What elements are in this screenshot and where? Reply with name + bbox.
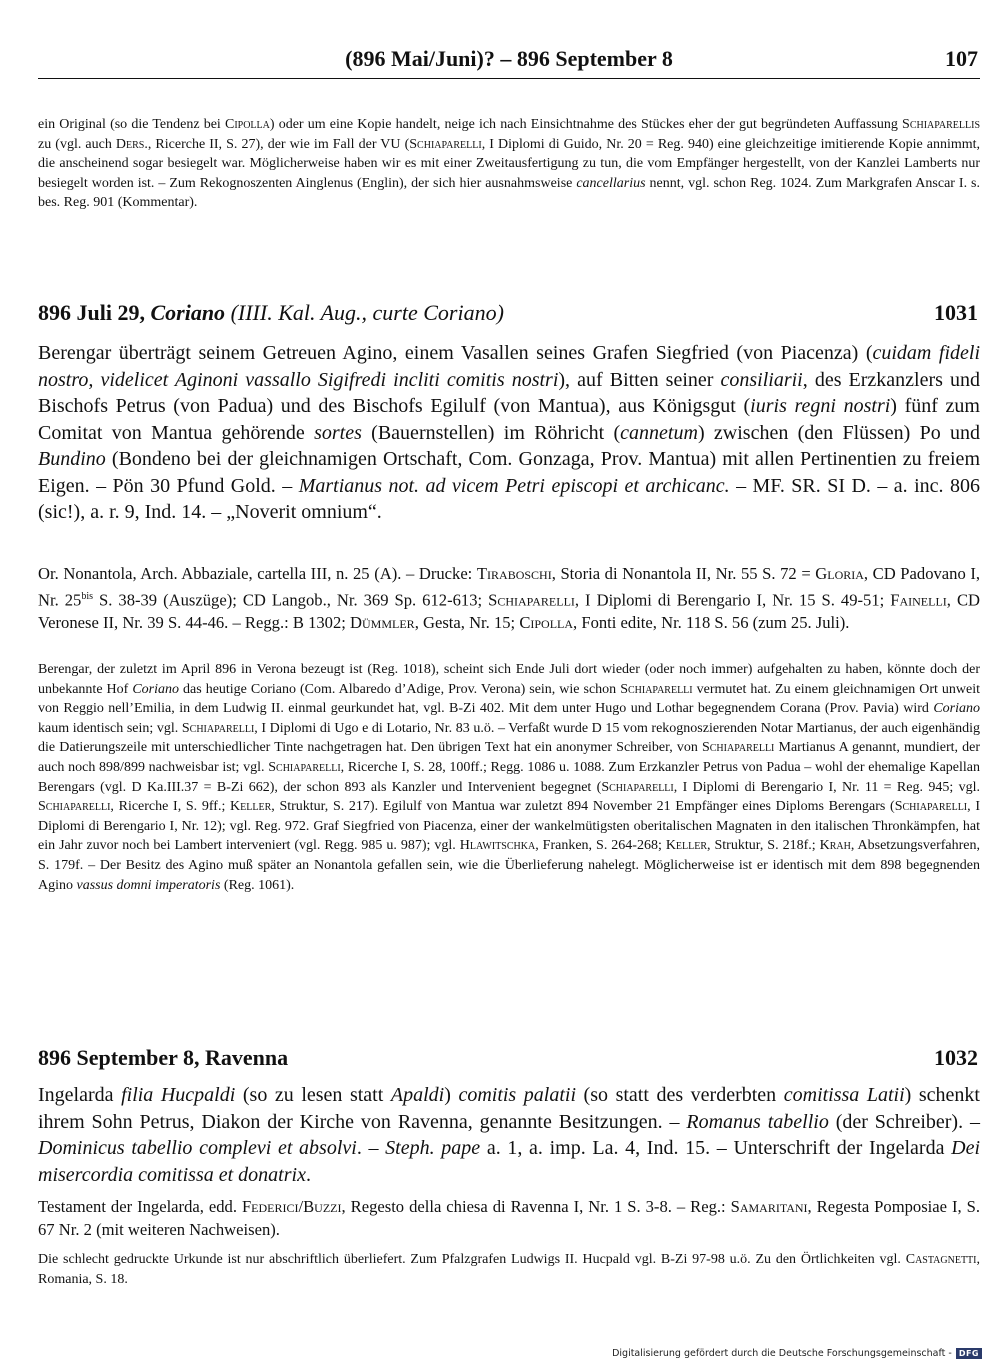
continued-commentary: ein Original (so die Tendenz bei Cipolla) oder um eine Kopie handelt, neige ich nach Einsichtnahme des Stückes eher der gut begründeten Auffassung Schiaparellis zu (vgl. auch Ders., Ricerche II, S. 27), der wie im Fall der VU (Schiaparelli, I Diplomi di Guido, Nr. 20 = Reg. 940) eine gleichzeitige imitierende Kopie annimmt, die anscheinend sogar besiegelt war. Möglicherweise haben wir es mit einer Zweitausfertigung zu tun, die vom Empfänger hergestellt, von der Kanzlei Lamberts nur besiegelt worden ist. – Zum Rekognoszenten Ainglenus (Englin), der sich hier ausnahmsweise cancellarius nennt, vgl. schon Reg. 1024. Zum Markgrafen Anscar I. s. bes. Reg. 901 (Kommentar). [38, 117, 981, 211]
regest-number: 1032 [934, 1045, 978, 1070]
regest-text-1032: Ingelarda filia Hucpaldi (so zu lesen statt Apaldi) comitis palatii (so statt des verderbten comitissa Latii) schenkt ihrem Sohn Petrus, Diakon der Kirche von Ravenna, genannte Besitzungen. – Romanus tabellio (der Schreiber). – Dominicus tabellio complevi et absolvi. – Steph. pape a. 1, a. imp. La. 4, Ind. 15. – Unterschrift der Ingelarda Dei misercordia comitissa et donatrix. [38, 1084, 981, 1186]
commentary-1032: Die schlecht gedruckte Urkunde ist nur abschriftlich überliefert. Zum Pfalzgrafen Ludwigs II. Hucpald vgl. B-Zi 97-98 u.ö. Zu den Örtlichkeiten vgl. Castagnetti, Romania, S. 18. [38, 1252, 980, 1287]
page-number: 107 [945, 46, 978, 71]
commentary-1031: Berengar, der zuletzt im April 896 in Verona bezeugt ist (Reg. 1018), scheint sich Ende Juli dort wieder (oder noch immer) aufgehalten zu haben, könnte doch der unbekannte Hof Coriano das heutige Coriano (Com. Albaredo d’Adige, Prov. Verona) sein, wie schon Schiaparelli vermutet hat. Zu einem gleichnamigen Ort unweit von Reggio nell’Emilia, in dem Ludwig II. einmal geurkundet hat, vgl. B-Zi 402. Mit dem unter Hugo und Lothar begegnendem Corana (Prov. Pavia) wird Coriano kaum identisch sein; vgl. Schiaparelli, I Diplomi di Ugo e di Lotario, Nr. 83 u.ö. – Verfaßt wurde D 15 vom rekognoszierenden Notar Martianus, der auch eigenhändig die Datierungszeile mit unterschiedlicher Tinte nachgetragen hat. Den übrigen Text hat ein anonymer Schreiber, von Schiaparelli Martianus A genannt, mundiert, der auch noch 898/899 nachweisbar ist; vgl. Schiaparelli, Ricerche I, S. 28, 100ff.; Regg. 1086 u. 1088. Zum Erzkanzler Petrus von Padua – wohl der ehemalige Kapellan Berengars (vgl. D Ka.III.37 = B-Zi 662), der schon 893 als Kanzler und Intervenient begegnet (Schiaparelli, I Diplomi di Berengario I, Nr. 11 = Reg. 945; vgl. Schiaparelli, Ricerche I, S. 9ff.; Keller, Struktur, S. 217). Egilulf von Mantua war zuletzt 894 November 21 Empfänger eines Diploms Berengars (Schiaparelli, I Diplomi di Berengario I, Nr. 12); vgl. Reg. 972. Graf Siegfried von Piacenza, einer der wankelmütigsten oberitalischen Magnaten in den italischen Thronkämpfen, hat ein Jahr zuvor noch bei Lambert interveniert (vgl. Regg. 985 u. 987); vgl. Hlawitschka, Franken, S. 264-268; Keller, Struktur, S. 218f.; Krah, Absetzungsverfahren, S. 179f. – Der Besitz des Agino muß später an Nonantola gefallen sein, wie die Überlieferung nahelegt. Möglicherweise ist er identisch mit dem 898 begegnenden Agino vassus domni imperatoris (Reg. 1061). [38, 662, 981, 893]
tradition-1031: Or. Nonantola, Arch. Abbaziale, cartella III, n. 25 (A). – Drucke: Tiraboschi, Storia di Nonantola II, Nr. 55 S. 72 = Gloria, CD Padovano I, Nr. $25^{bis}$ S. 38-39 (Auszüge); CD Langob., Nr. 369 Sp. 612-613; Schiaparelli, I Diplomi di Berengario I, Nr. 15 S. 49-51; Fainelli, CD Veronese II, Nr. 39 S. 44-46. – Regg.: B 1302; Dümmler, Gesta, Nr. 15; Cipolla, Fonti edite, Nr. 118 S. 56 (zum 25. Juli). [38, 564, 981, 632]
tradition-1032: Testament der Ingelarda, edd. Federici/Buzzi, Regesto della chiesa di Ravenna I, Nr. 1 S. 3-8. – Reg.: Samaritani, Regesta Pomposiae I, S. 67 Nr. 2 (mit weiteren Nachweisen). [38, 1197, 980, 1239]
dfg-logo-icon: DFG [956, 1348, 982, 1359]
digitization-footer [612, 1348, 982, 1359]
footer-text: Digitalisierung gefördert durch die Deutsche Forschungsgemeinschaft - [612, 1348, 952, 1359]
running-head-title: (896 Mai/Juni)? – 896 September 8 [345, 46, 673, 71]
regest-text-1031: Berengar überträgt seinem Getreuen Agino, einem Vasallen seines Grafen Siegfried (von Piacenza) (cuidam fideli nostro, videlicet Aginoni vassallo Sigifredi incliti comitis nostri), auf Bitten seiner consiliarii, des Erzkanzlers und Bischofs Petrus (von Padua) und des Bischofs Egilulf (von Mantua), aus Königsgut (iuris regni nostri) fünf zum Comitat von Mantua gehörende sortes (Bauernstellen) im Röhricht (cannetum) zwischen (den Flüssen) Po und Bundino (Bondeno bei der gleichnamigen Ortschaft, Com. Gonzaga, Prov. Mantua) mit allen Pertinentien zu freiem Eigen. – Pön 30 Pfund Gold. – Martianus not. ad vicem Petri episcopi et archicanc. – MF. SR. SI D. – a. inc. 806 (sic!), a. r. 9, Ind. 14. – „Noverit omnium“. [38, 342, 981, 523]
regest-date-place: 896 Juli 29, Coriano (IIII. Kal. Aug., curte Coriano) [38, 300, 504, 325]
regest-date-place: 896 September 8, Ravenna [38, 1045, 289, 1070]
regest-heading-1031 [38, 300, 980, 330]
regest-heading-1032 [38, 1045, 980, 1075]
regest-number: 1031 [934, 300, 978, 325]
running-head [38, 44, 980, 79]
